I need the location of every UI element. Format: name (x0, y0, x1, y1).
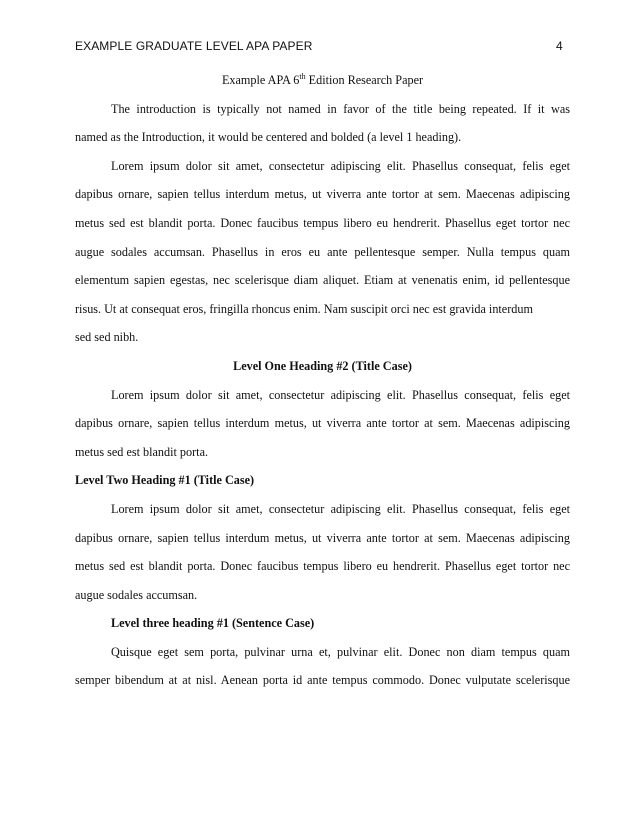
text-line: augue sodales accumsan. (75, 587, 198, 602)
text-line: elementum sapien egestas, nec scelerisque diam aliquet. Etiam at venenatis enim, id pellentesque (75, 273, 570, 288)
text-line: metus sed est blandit porta. Donec faucibus tempus libero eu hendrerit. Phasellus eget tortor nec (75, 559, 570, 574)
paper-title-superscript: th (299, 71, 306, 81)
text-line: augue sodales accumsan. Phasellus in eros eu ante pellentesque semper. Nulla tempus quam (75, 244, 570, 259)
text-line: Lorem ipsum dolor sit amet, consectetur adipiscing elit. Phasellus consequat, felis eget (111, 158, 570, 173)
text-line: Lorem ipsum dolor sit amet, consectetur adipiscing elit. Phasellus consequat, felis eget (111, 387, 570, 402)
paper-title (75, 66, 570, 95)
paper-title-suffix: Edition Research Paper (305, 73, 424, 87)
text-line: Lorem ipsum dolor sit amet, consectetur adipiscing elit. Phasellus consequat, felis eget (111, 501, 570, 516)
page-number: 4 (556, 39, 563, 53)
text-line: named as the Introduction, it would be centered and bolded (a level 1 heading). (75, 130, 462, 145)
text-line: dapibus ornare, sapien tellus interdum metus, ut viverra ante tortor at sem. Maecenas adipiscing (75, 416, 570, 431)
section-heading: Level Two Heading #1 (Title Case) (75, 473, 255, 488)
text-line: dapibus ornare, sapien tellus interdum metus, ut viverra ante tortor at sem. Maecenas adipiscing (75, 187, 570, 202)
running-head: EXAMPLE GRADUATE LEVEL APA PAPER (75, 39, 313, 53)
section-heading: Level One Heading #2 (Title Case) (233, 358, 412, 373)
text-line: sed sed nibh. (75, 330, 139, 345)
text-line: The introduction is typically not named in favor of the title being repeated. If it was (111, 101, 570, 116)
section-heading: Level three heading #1 (Sentence Case) (111, 616, 315, 631)
text-line: metus sed est blandit porta. (75, 444, 209, 459)
text-line: semper bibendum at at nisl. Aenean porta id ante tempus commodo. Donec vulputate scelerisque (75, 673, 570, 688)
text-line: metus sed est blandit porta. Donec faucibus tempus libero eu hendrerit. Phasellus eget tortor nec (75, 215, 570, 230)
paper-title-prefix: Example APA 6 (221, 73, 300, 87)
text-line: risus. Ut at consequat eros, fringilla rhoncus enim. Nam suscipit orci nec est gravida interdum (75, 301, 533, 316)
paper-body (75, 66, 570, 695)
paper-lines (75, 95, 570, 695)
text-line: Quisque eget sem porta, pulvinar urna et, pulvinar elit. Donec non diam tempus quam (111, 644, 570, 659)
text-line: dapibus ornare, sapien tellus interdum metus, ut viverra ante tortor at sem. Maecenas adipiscing (75, 530, 570, 545)
